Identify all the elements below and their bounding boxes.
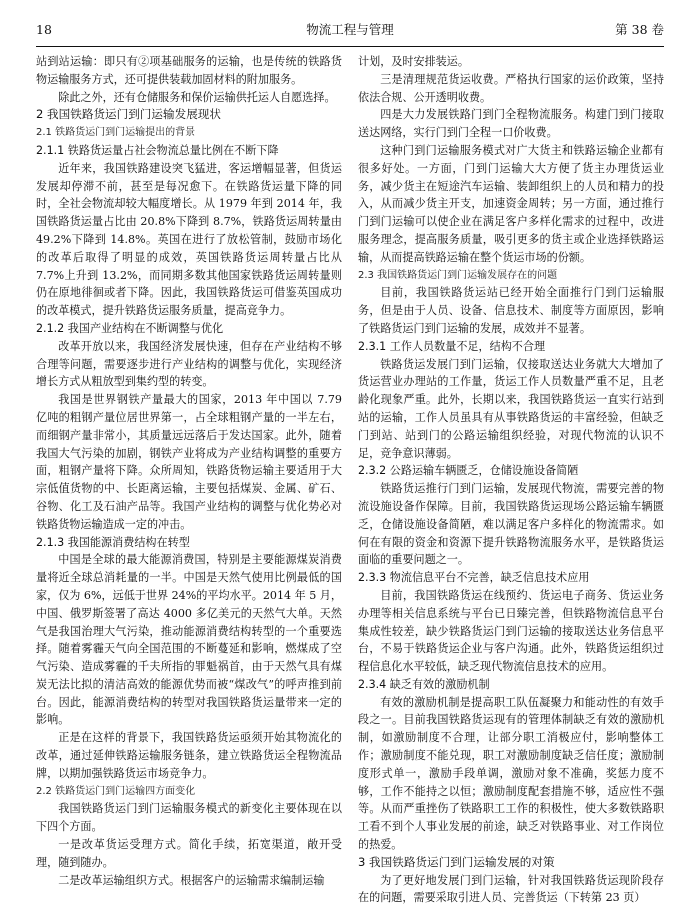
paragraph: 二是改革运输组织方式。根据客户的运输需求编制运输 [58,873,325,887]
right-column [358,53,664,907]
paragraph: 我国是世界钢铁产量最大的国家，2013 年中国以 7.79 亿吨的粗钢产量位居世界第一，占全球粗钢产量的一半左右，而细钢产量非常小，其质量远远落后于发达国家。此外，随着我国大气污染的加剧，钢铁产业将成为产业结构调整的重要方面，粗钢产量将下降。众所周知，铁路货物运输主要适用于大宗低值货物的中、长距离运输，主要包括煤炭、金属、矿石、谷物、化工及石油产品等。我国产业结构的调整与优化势必对铁路货物运输造成一定的冲击。 [36,393,342,531]
subsubsection-heading: 2.3.4 缺乏有效的激励机制 [358,677,490,691]
subsection-heading: 2.1 铁路货运门到门运输提出的背景 [36,127,196,139]
subsection-heading: 2.2 铁路货运门到门运输四方面变化 [36,785,196,797]
subsubsection-heading: 2.3.2 公路运输车辆匮乏，仓储设施设备简陋 [358,464,579,478]
paragraph: 除此之外，还有仓储服务和保价运输供托运人自愿选择。 [58,90,336,104]
article-body [36,53,664,907]
paragraph: 三是清理规范货运收费。严格执行国家的运价政策，坚持依法合规、公开透明收费。 [358,72,664,104]
paragraph: 近年来，我国铁路建设突飞猛进，客运增幅显著，但货运发展却停滞不前，甚至是每况愈下。在铁路货运量下降的同时，全社会物流却较大幅度增长。从 1979 年到 2014 年，我国铁路货运量占比由 20.8%下降到 8.7%，铁路货运周转量由 49.2%下降到 14.8%。英国在进行了放松管制，鼓励市场化的改革后取得了明显的成效，英国铁路货运周转量占比从 7.7%上升到 13.2%，而同期多数其他国家铁路货运周转量则仍在原地徘徊或者下降。因此，我国铁路货运可借鉴英国成功的改革模式，提升铁路货运服务质量，提高竞争力。 [36,161,342,318]
subsubsection-heading: 2.1.3 我国能源消费结构在转型 [36,535,190,549]
paragraph: 改革开放以来，我国经济发展快速，但存在产业结构不够合理等问题，需要逐步进行产业结构的调整与优化，实现经济增长方式从粗放型到集约型的转变。 [36,339,342,389]
paragraph: 铁路货运发展门到门运输，仅接取送达业务就大大增加了货运营业办理站的工作量，货运工作人员数量严重不足，且老龄化现象严重。此外，长期以来，我国铁路货运一直实行站到站的运输，工作人员虽具有从事铁路货运的丰富经验，但缺乏门到站、站到门的公路运输组织经验，对现代物流的认识不足，竞争意识薄弱。 [358,357,664,460]
left-column [36,53,342,907]
section-heading: 3 我国铁路货运门到门运输发展的对策 [358,854,555,869]
section-heading: 2 我国铁路货运门到门运输发展现状 [36,107,221,122]
paragraph: 目前，我国铁路货运站已经开始全面推行门到门运输服务，但是由于人员、设备、信息技术、制度等方面原因，影响了铁路货运门到门运输的发展，成效并不显著。 [358,286,664,335]
subsubsection-heading: 2.3.3 物流信息平台不完善，缺乏信息技术应用 [358,571,590,585]
paragraph: 有效的激励机制是提高职工队伍凝聚力和能动性的有效手段之一。目前我国铁路货运现有的管理体制缺乏有效的激励机制，如激励制度不合理，让部分职工消极应付，影响整体工作；激励制度不能兑现，职工对激励制度缺乏信任度；激励制度形式单一，激励手段单调，激励对象不准确，奖惩力度不够，工作不能持之以恒；激励制度配套措施不够，适应性不强等。从而严重挫伤了铁路职工工作的积极性，使大多数铁路职工看不到个人事业发展的前途，缺乏对铁路事业、对工作岗位的热爱。 [358,695,664,852]
subsubsection-heading: 2.3.1 工作人员数量不足，结构不合理 [358,339,546,353]
journal-title: 物流工程与管理 [306,22,394,37]
paragraph: 一是改革货运受理方式。简化手续，拓宽渠道，敞开受理，随到随办。 [36,838,342,869]
header-rule [36,46,664,47]
volume-label: 第 38 卷 [615,22,664,37]
subsection-heading: 2.3 我国铁路货运门到门运输发展存在的问题 [358,269,558,281]
paragraph: 为了更好地发展门到门运输，针对我国铁路货运现阶段存在的问题，需要采取引进人员、完善货运（下转第 23 页） [358,873,664,905]
running-header [36,10,664,38]
paragraph: 铁路货运推行门到门运输，发展现代物流，需要完善的物流设施设备作保障。目前，我国铁路货运现场公路运输车辆匮乏，仓储设施设备简陋，难以满足客户多样化的物流需求。如何在有限的资金和资源下提升铁路物流服务水平，是铁路货运面临的重要问题之一。 [358,482,664,567]
paragraph-continued: 站到站运输：即只有②项基础服务的运输，也是传统的铁路货物运输服务方式，还可提供装载加固材料的附加服务。 [36,55,342,86]
paragraph: 正是在这样的背景下，我国铁路货运亟须开始其物流化的改革，通过延伸铁路运输服务链条，建立铁路货运全程物流品牌，以期加强铁路货运市场竞争力。 [36,731,342,780]
paragraph: 目前，我国铁路货运在线预约、货运电子商务、货运业务办理等相关信息系统与平台已日臻完善，但铁路物流信息平台集成性较差，缺少铁路货运门到门运输的接取送达业务信息平台，不易于铁路货运企业与客户沟通。此外，铁路货运组织过程信息化水平较低，缺乏现代物流信息技术的应用。 [358,588,664,674]
paragraph-continued: 计划，及时安排装运。 [358,55,469,68]
subsubsection-heading: 2.1.2 我国产业结构在不断调整与优化 [36,321,224,335]
subsubsection-heading: 2.1.1 铁路货运量占社会物流总量比例在不断下降 [36,143,279,157]
paragraph: 我国铁路货运门到门运输服务模式的新变化主要体现在以下四个方面。 [36,802,342,834]
paragraph: 四是大力发展铁路门到门全程物流服务。构建门到门接取送达网络，实行门到门全程一口价收费。 [358,108,664,140]
paragraph: 中国是全球的最大能源消费国，特别是主要能源煤炭消费量将近全球总消耗量的一半。中国是天然气使用比例最低的国家，仅为 6%，远低于世界 24%的平均水平。2014 年 5 月，中国、俄罗斯签署了高达 4000 多亿美元的天然气大单。天然气是我国治理大气污染，推动能源消费结构转型的一个重要选择。随着雾霾天气向全国范围的不断蔓延和影响，燃煤成了空气污染、造成雾霾的千夫所指的罪魁祸首，由于天然气具有煤炭无法比拟的清洁高效的能源优势而被“煤改气”的呼声推到前台。因此，能源消费结构的转型对我国铁路货运量带来一定的影响。 [36,553,342,727]
page-number: 18 [36,22,52,37]
paragraph: 这种门到门运输服务模式对广大货主和铁路运输企业都有很多好处。一方面，门到门运输大大方便了货主办理货运业务，减少货主在短途汽车运输、装卸组织上的人员和精力的投入，从而减少货主开支，加速资金周转；另一方面，通过推行门到门运输可以使企业在满足客户多样化需求的过程中，改进服务理念，提高服务质量，吸引更多的货主或企业选择铁路运输，从而提高铁路运输在整个货运市场的份额。 [358,143,664,264]
